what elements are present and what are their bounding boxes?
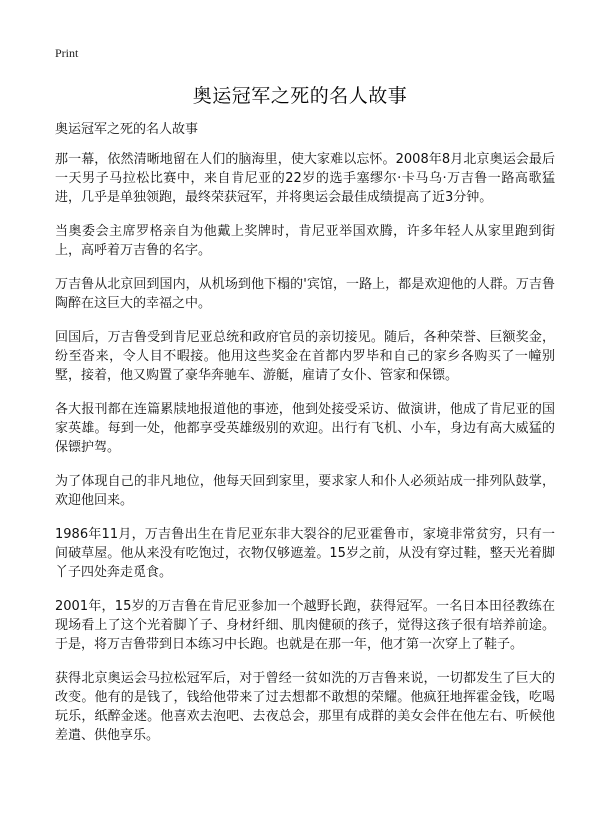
article-title: 奥运冠军之死的名人故事 [192,85,408,107]
paragraph: 获得北京奥运会马拉松冠军后，对于曾经一贫如洗的万吉鲁来说，一切都发生了巨大的改变。他有的是钱了，钱给他带来了过去想都不敢想的荣耀。他疯狂地挥霍金钱，吃喝玩乐，纸醉金迷。他喜欢去泡吧、去夜总会，那里有成群的美女会伴在他左右、听候他差遣、供他享乐。 [55,671,555,743]
paragraph: 万吉鲁从北京回到国内，从机场到他下榻的'宾馆，一路上，都是欢迎他的人群。万吉鲁陶醉在这巨大的幸福之中。 [55,277,555,311]
paragraph: 回国后，万吉鲁受到肯尼亚总统和政府官员的亲切接见。随后，各种荣誉、巨额奖金，纷至沓来，令人目不暇接。他用这些奖金在首都内罗毕和自己的家乡各购买了一幢别墅，接着，他又购置了豪华奔驰车、游艇，雇请了女仆、管家和保镖。 [55,330,555,383]
paragraph: 那一幕，依然清晰地留在人们的脑海里，使大家难以忘怀。2008年8月北京奥运会最后一天男子马拉松比赛中，来自肯尼亚的22岁的选手塞缪尔·卡马乌·万吉鲁一路高歌猛进，几乎是单独领跑，最终荣获冠军，并将奥运会最佳成绩提高了近3分钟。 [55,152,555,205]
paragraph: 各大报刊都在连篇累牍地报道他的事迹，他到处接受采访、做演讲，他成了肯尼亚的国家英雄。每到一处，他都享受英雄级别的欢迎。出行有飞机、小车，身边有高大威猛的保镖护驾。 [55,402,555,455]
paragraph: 2001年，15岁的万吉鲁在肯尼亚参加一个越野长跑，获得冠军。一名日本田径教练在现场看上了这个光着脚丫子、身材纤细、肌肉健硕的孩子，觉得这孩子很有培养前途。于是，将万吉鲁带到日本练习中长跑。也就是在那一年，他才第一次穿上了鞋子。 [55,599,555,652]
paragraph: 为了体现自己的非凡地位，他每天回到家里，要求家人和仆人必须站成一排列队鼓掌，欢迎他回来。 [55,474,555,508]
print-link[interactable]: Print [55,46,79,60]
paragraph: 当奥委会主席罗格亲自为他戴上奖牌时，肯尼亚举国欢腾，许多年轻人从家里跑到街上，高呼着万吉鲁的名字。 [55,224,555,258]
article-body [55,150,555,760]
article-subtitle: 奥运冠军之死的名人故事 [55,122,199,137]
paragraph: 1986年11月，万吉鲁出生在肯尼亚东非大裂谷的尼亚霍鲁市，家境非常贫穷，只有一间破草屋。他从来没有吃饱过，衣物仅够遮羞。15岁之前，从没有穿过鞋，整天光着脚丫子四处奔走觅食。 [55,527,555,580]
